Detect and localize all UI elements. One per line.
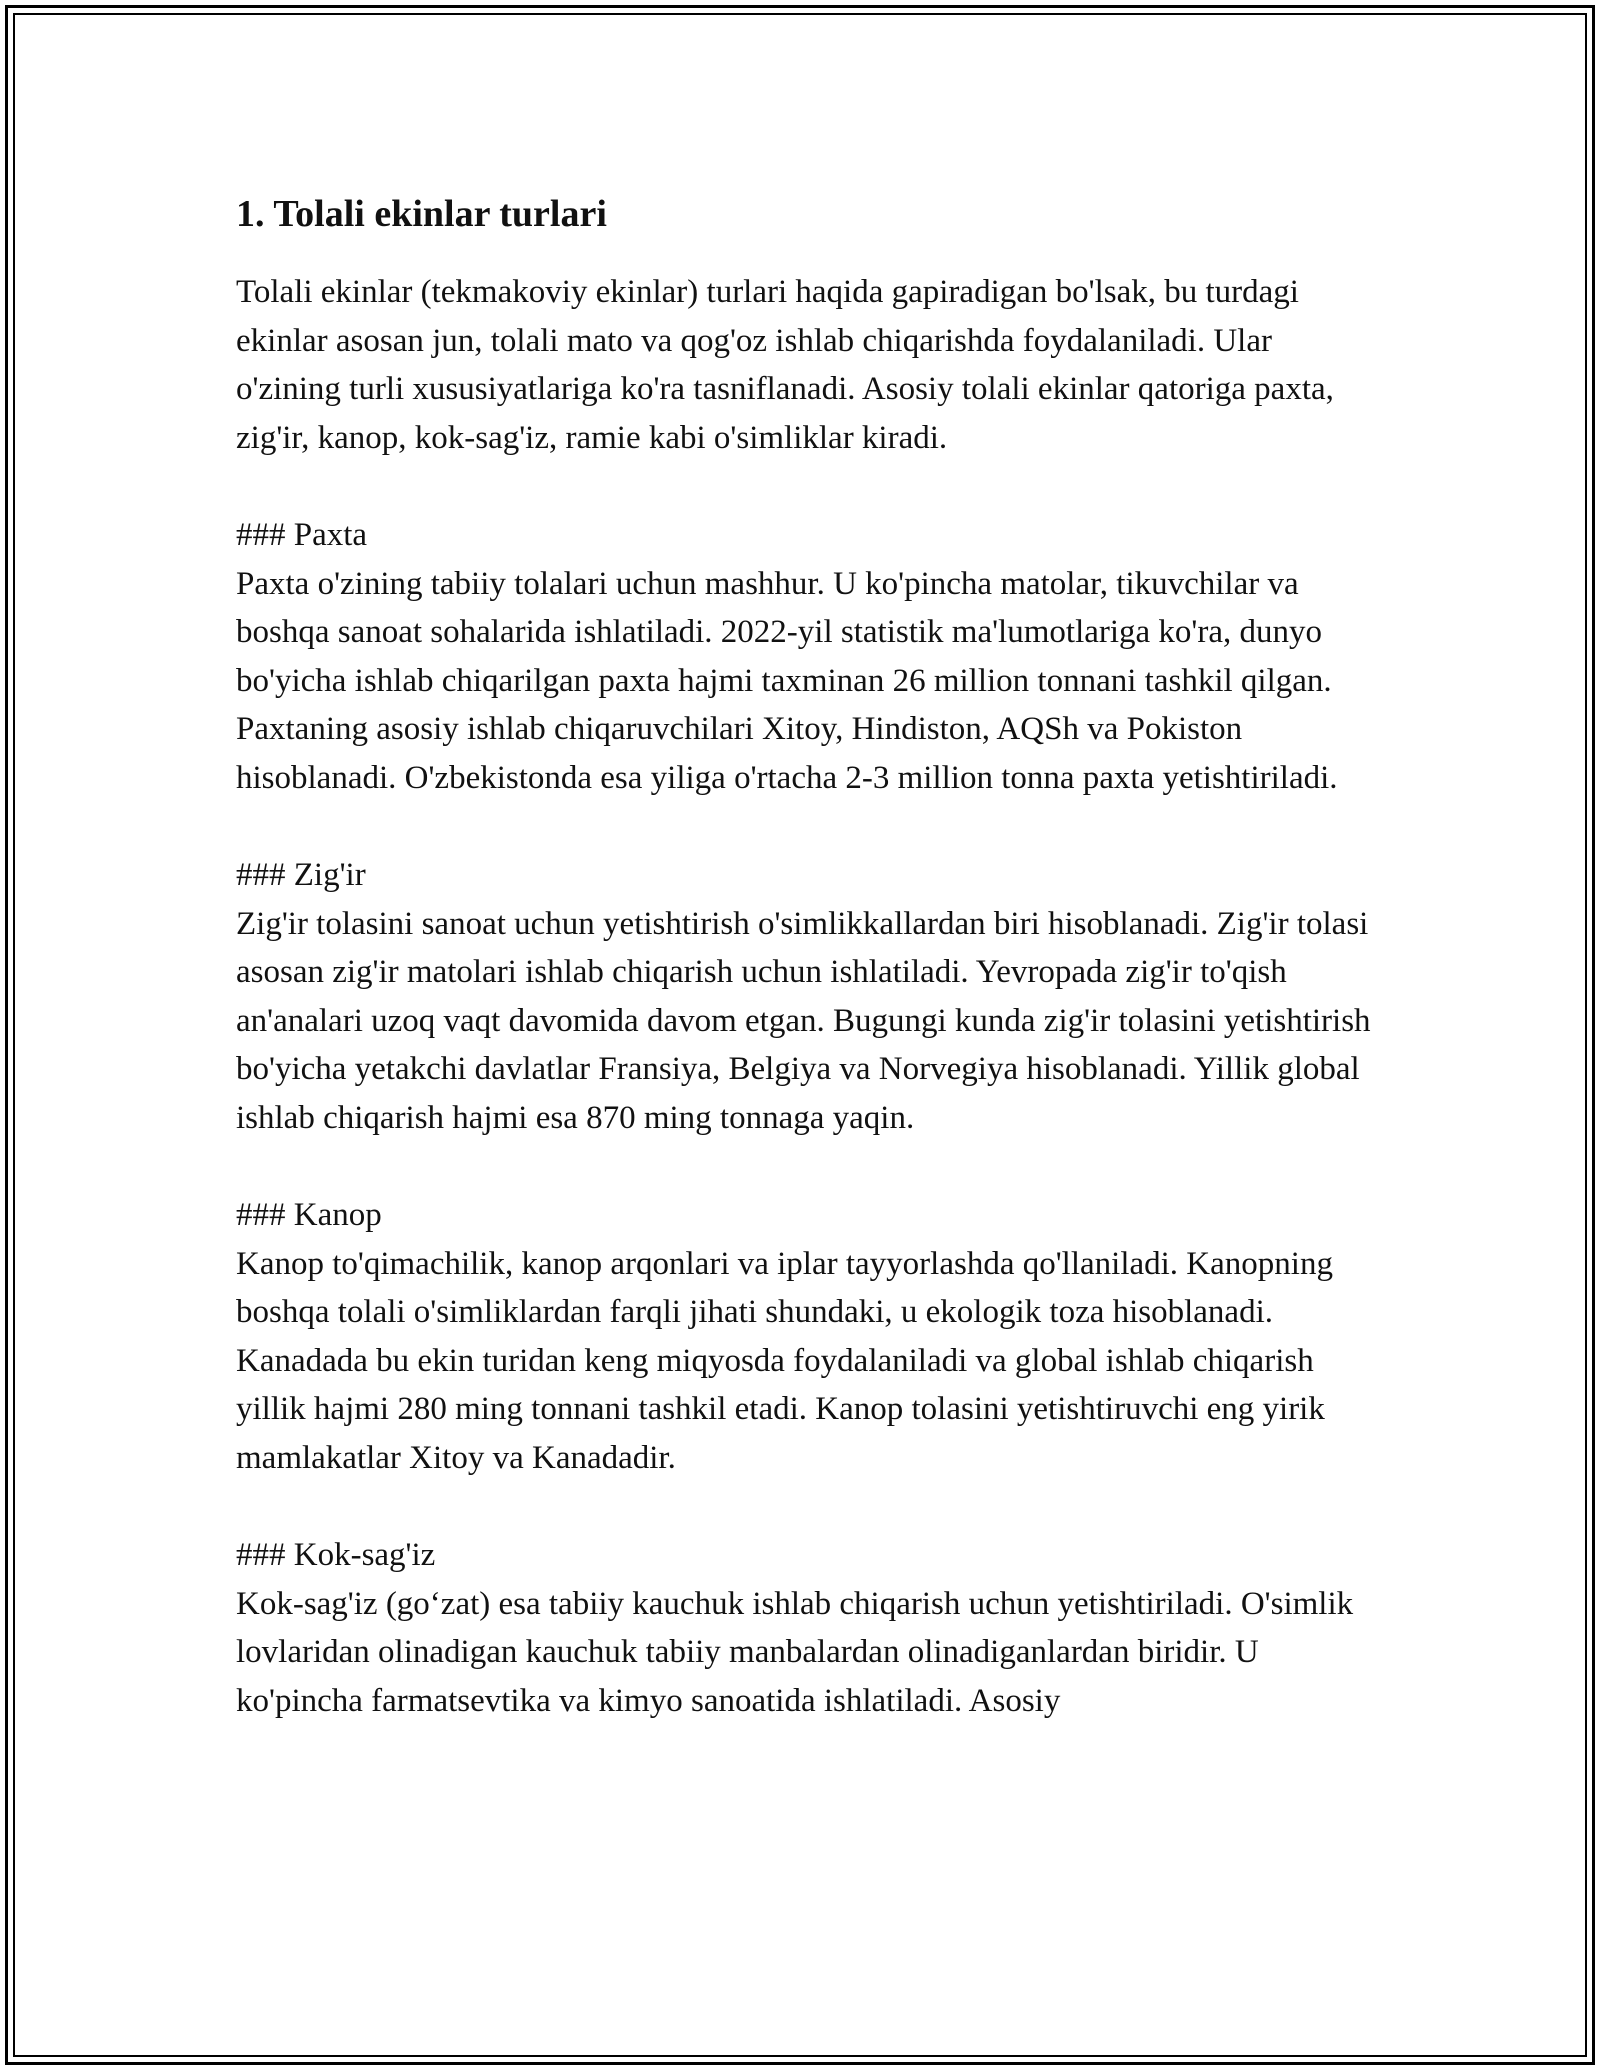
- section-heading: ### Kanop: [236, 1197, 382, 1233]
- section-heading: ### Zig'ir: [236, 857, 366, 893]
- section-paxta: [236, 511, 1376, 802]
- section-body: Kok-sag'iz (go‘zat) esa tabiiy kauchuk ishlab chiqarish uchun yetishtiriladi. O'simlik lovlaridan olinadigan kauchuk tabiiy manbalardan olinadiganlardan biridir. U ko'pincha farmatsevtika va kimyo sanoatida ishlatiladi. Asosiy: [236, 1585, 1354, 1719]
- section-zigir: [236, 851, 1376, 1142]
- document-title: 1. Tolali ekinlar turlari: [236, 193, 607, 235]
- section-kok-sagiz: [236, 1531, 1376, 1725]
- intro-paragraph: Tolali ekinlar (tekmakoviy ekinlar) turlari haqida gapiradigan bo'lsak, bu turdagi ekinlar asosan jun, tolali mato va qog'oz ishlab chiqarishda foydalaniladi. Ular o'zining turli xususiyatlariga ko'ra tasniflanadi. Asosiy tolali ekinlar qatoriga paxta, zig'ir, kanop, kok-sag'iz, ramie kabi o'simliklar kiradi.: [236, 274, 1334, 456]
- document-body: [236, 186, 1376, 1774]
- section-body: Kanop to'qimachilik, kanop arqonlari va iplar tayyorlashda qo'llaniladi. Kanopning boshqa tolali o'simliklardan farqli jihati shundaki, u ekologik toza hisoblanadi. Kanadada bu ekin turidan keng miqyosda foydalaniladi va global ishlab chiqarish yillik hajmi 280 ming tonnani tashkil etadi. Kanop tolasini yetishtiruvchi eng yirik mamlakatlar Xitoy va Kanadadir.: [236, 1245, 1333, 1476]
- section-kanop: [236, 1191, 1376, 1482]
- section-heading: ### Paxta: [236, 517, 368, 553]
- section-body: Paxta o'zining tabiiy tolalari uchun mashhur. U ko'pincha matolar, tikuvchilar va boshqa sanoat sohalarida ishlatiladi. 2022-yil statistik ma'lumotlariga ko'ra, dunyo bo'yicha ishlab chiqarilgan paxta hajmi taxminan 26 million tonnani tashkil qilgan. Paxtaning asosiy ishlab chiqaruvchilari Xitoy, Hindiston, AQSh va Pokiston hisoblanadi. O'zbekistonda esa yiliga o'rtacha 2-3 million tonna paxta yetishtiriladi.: [236, 565, 1338, 796]
- section-heading: ### Kok-sag'iz: [236, 1537, 436, 1573]
- section-body: Zig'ir tolasini sanoat uchun yetishtirish o'simlikkallardan biri hisoblanadi. Zig'ir tolasi asosan zig'ir matolari ishlab chiqarish uchun ishlatiladi. Yevropada zig'ir to'qish an'analari uzoq vaqt davomida davom etgan. Bugungi kunda zig'ir tolasini yetishtirish bo'yicha yetakchi davlatlar Fransiya, Belgiya va Norvegiya hisoblanadi. Yillik global ishlab chiqarish hajmi esa 870 ming tonnaga yaqin.: [236, 905, 1371, 1136]
